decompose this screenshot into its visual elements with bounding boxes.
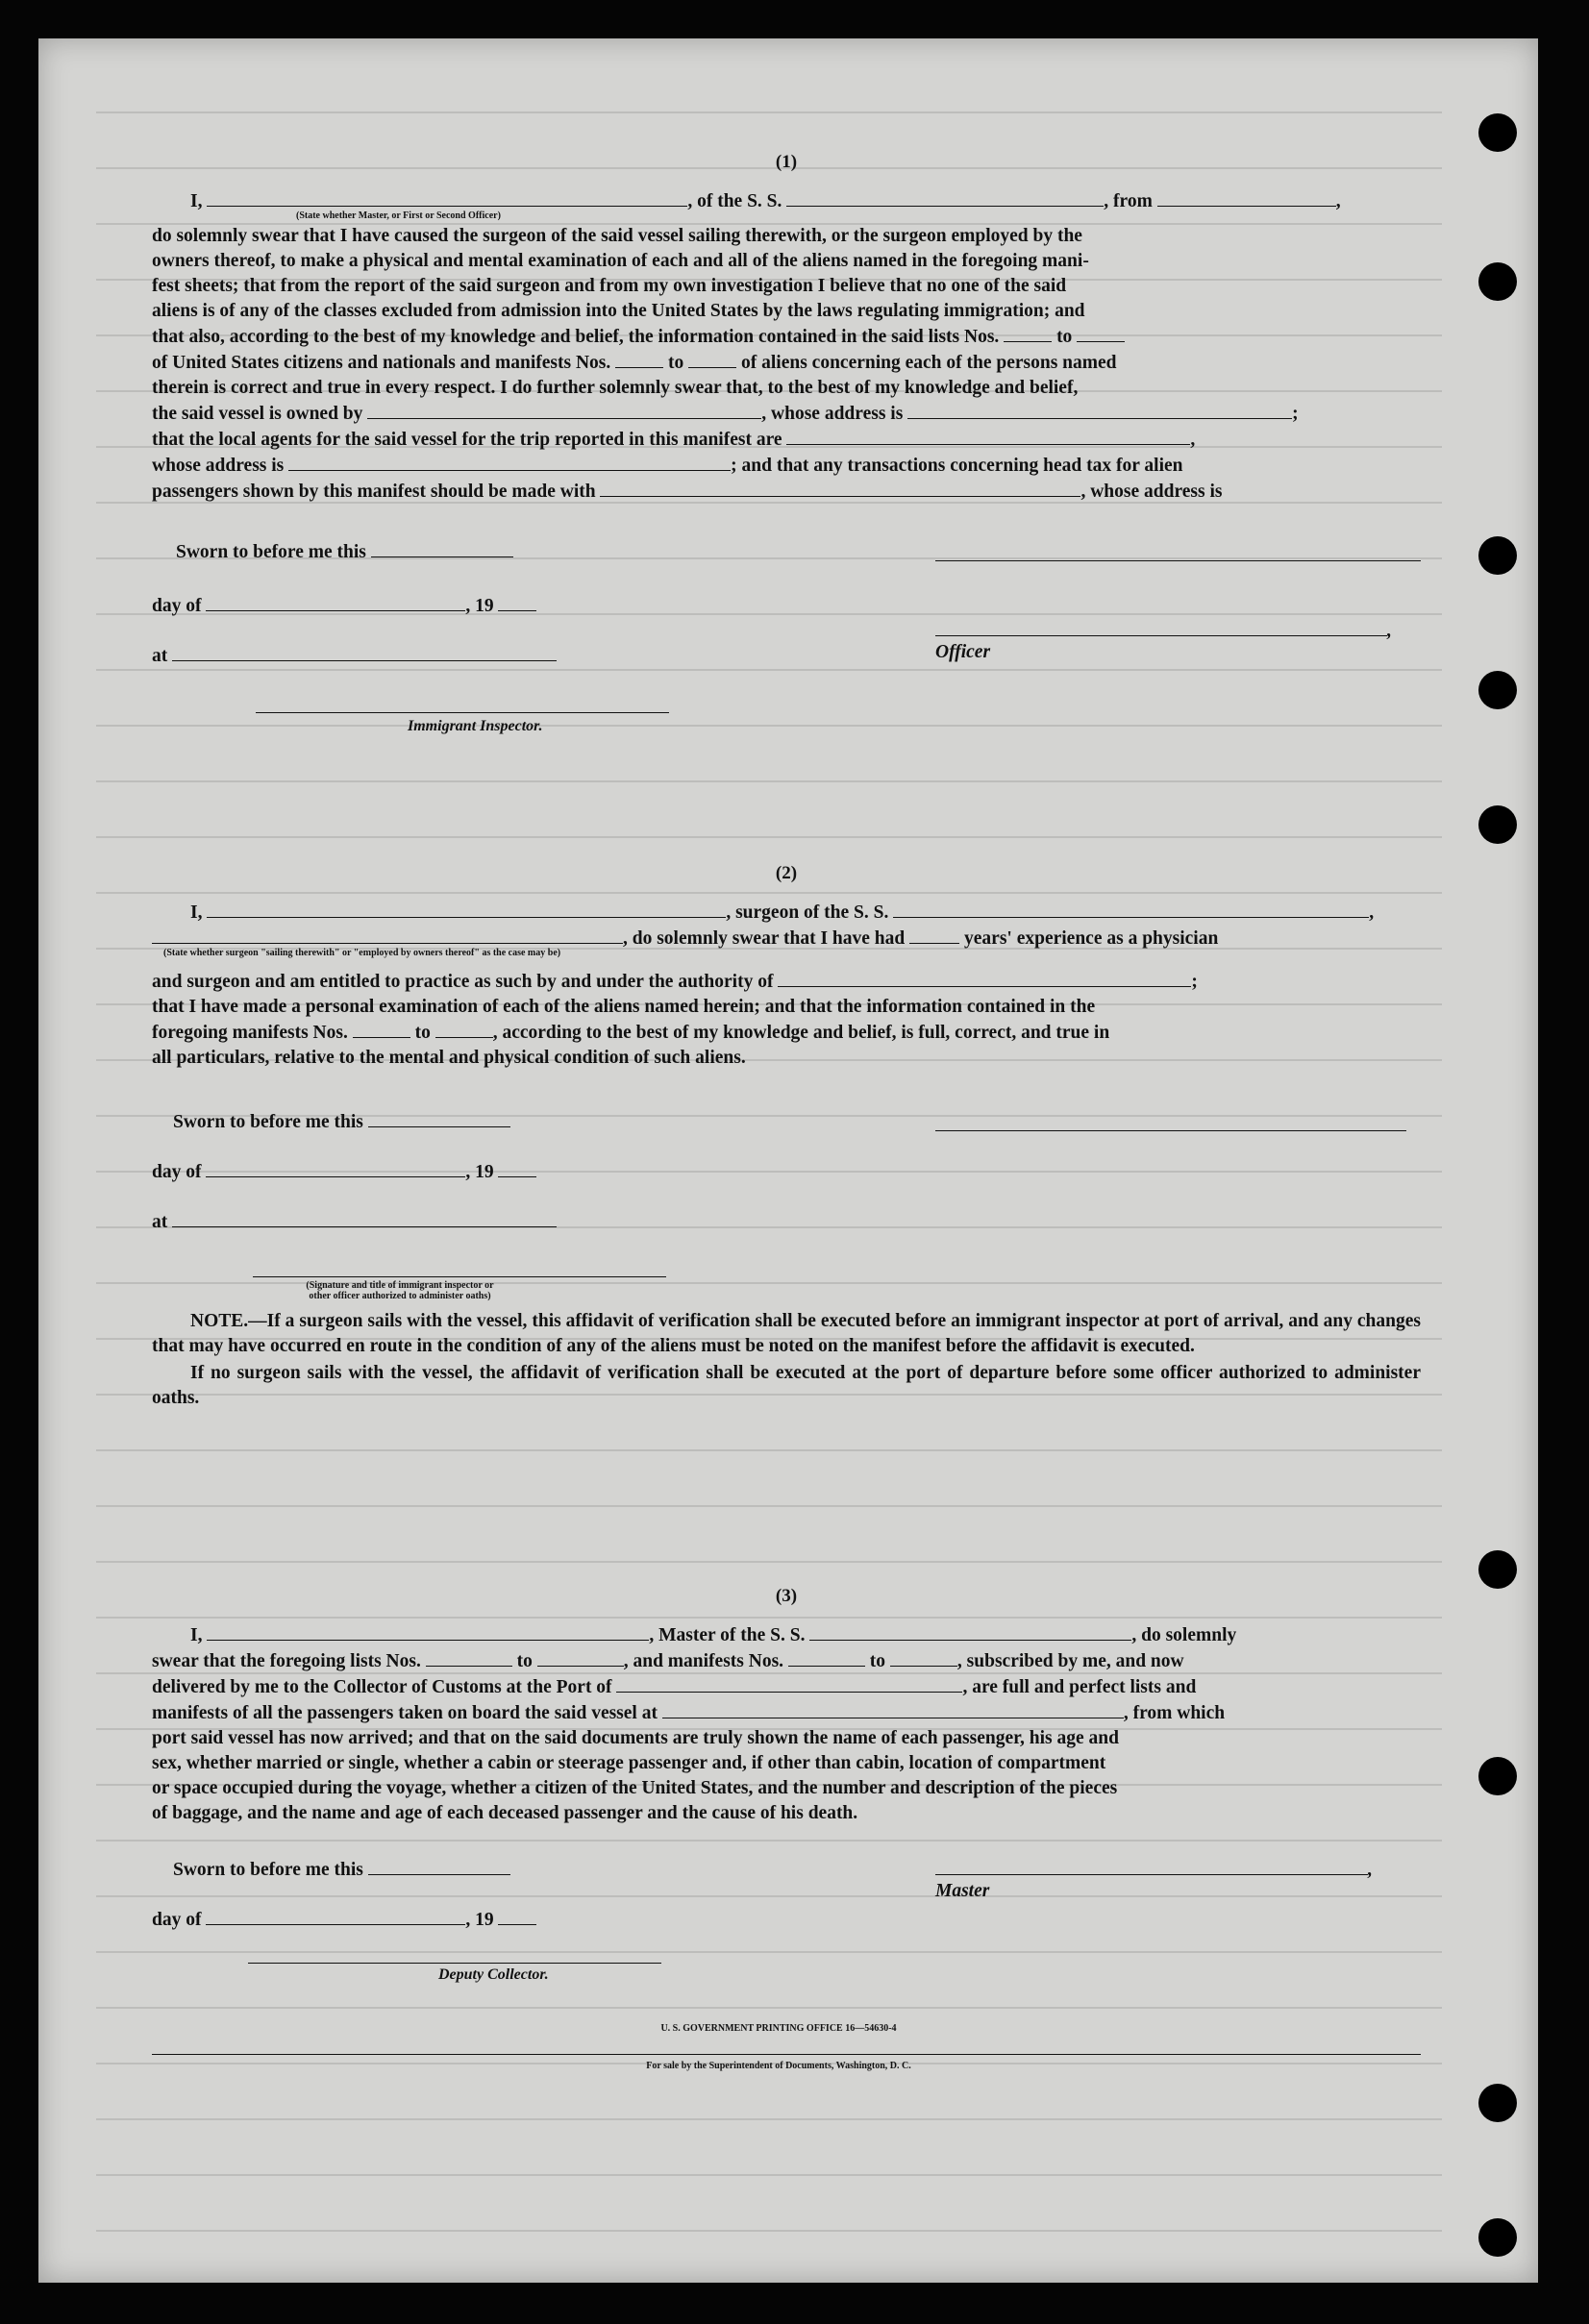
head-tax-contact-field[interactable] <box>600 479 1080 497</box>
officer-signature-field[interactable] <box>935 618 1387 636</box>
punch-hole <box>1478 262 1517 301</box>
section-number: (3) <box>775 1586 798 1606</box>
s3-manifests-from-field[interactable] <box>788 1648 865 1667</box>
authority-field[interactable] <box>778 969 1191 987</box>
at-place-field[interactable] <box>172 643 557 661</box>
manifests-to-field[interactable] <box>688 350 736 368</box>
owner-field[interactable] <box>367 401 761 419</box>
lists-to-field[interactable] <box>1077 324 1125 342</box>
section-number: (2) <box>775 863 798 883</box>
s3-year-field[interactable] <box>498 1907 536 1925</box>
section-1: (1) I, , of the S. S. , from , (State whether Master, or First or Second Officer) do solemnly swear that I have caused the surgeon of the said vessel sailing therewith, or the surgeon employed by the owners thereof, to make a physical and mental examination of each and all of the aliens named in the foregoing mani- fest sheets; that from the report of the said surgeon and from my own investigation I believe that no one of the said aliens is of any of the classes excluded from admission into the United States by the laws regulating immigration; and that also, according to the best of my knowledge and belief, the information contained in the said lists Nos. to of United States citizens and nationals and manifests Nos. to of aliens concerning each of the persons named therein is correct and true in every respect. I do further solemnly swear that, to the best of my knowledge and belief, the said vessel is owned by , whose address is ; that the local agents for the said vessel for the trip reported in this manifest are , whose address is ; and that any transactions concerning head tax for alien passengers shown by this manifest should be made with , whose address is Sworn to before me this day of , 19 at Immigrant Inspector. , Officer <box>152 152 1421 760</box>
s3-lists-to-field[interactable] <box>537 1648 624 1667</box>
owner-address-field[interactable] <box>907 401 1292 419</box>
punch-hole <box>1478 671 1517 709</box>
day-of-field[interactable] <box>206 593 465 611</box>
local-agents-field[interactable] <box>786 427 1190 445</box>
punch-hole <box>1478 2084 1517 2122</box>
s3-manifests-to-field[interactable] <box>890 1648 957 1667</box>
master-signature-field[interactable] <box>935 1857 1368 1875</box>
note-paragraph: NOTE.—If a surgeon sails with the vessel, this affidavit of verification shall be executed before an immigrant inspector at port of arrival, and any changes that may have occurred en route in the condition of any of the aliens must be noted on the manifest before the affidavit is executed. <box>152 1311 1421 1356</box>
punch-hole <box>1478 2218 1517 2257</box>
punch-hole <box>1478 1757 1517 1795</box>
s3-lists-from-field[interactable] <box>426 1648 512 1667</box>
from-port-field[interactable] <box>1157 188 1336 207</box>
s2-sworn-date-field[interactable] <box>368 1109 510 1127</box>
vessel-name-field[interactable] <box>786 188 1104 207</box>
s2-year-field[interactable] <box>498 1159 536 1177</box>
master-name-field[interactable] <box>207 1622 649 1641</box>
punch-hole <box>1478 1550 1517 1589</box>
footer-rule <box>152 2054 1421 2055</box>
years-field[interactable] <box>909 926 959 944</box>
punch-hole <box>1478 805 1517 844</box>
boarding-port-field[interactable] <box>662 1700 1124 1718</box>
lists-from-field[interactable] <box>1004 324 1052 342</box>
agents-address-field[interactable] <box>288 453 731 471</box>
sworn-block-1: Sworn to before me this day of , 19 at Immigrant Inspector. , Officer <box>152 530 1421 760</box>
surgeon-vessel-field[interactable] <box>893 900 1369 918</box>
sworn-block-2: Sworn to before me this day of , 19 at (Signature and title of immigrant inspector or other officer authorized to administer oaths) <box>152 1100 1421 1307</box>
punch-hole <box>1478 536 1517 575</box>
sworn-block-3: Sworn to before me this , Master day of , 19 Deputy Collector. <box>152 1851 1421 1995</box>
section-number: (1) <box>775 152 798 172</box>
surgeon-status-field[interactable] <box>152 926 623 944</box>
manifest-page <box>38 38 1538 2283</box>
s2-day-of-field[interactable] <box>206 1159 465 1177</box>
s2-manifests-to-field[interactable] <box>435 1020 493 1038</box>
surgeon-name-field[interactable] <box>207 900 726 918</box>
sworn-date-field[interactable] <box>371 539 513 557</box>
section-3: (3) I, , Master of the S. S. , do solemnly swear that the foregoing lists Nos. to , and manifests Nos. to , subscribed by me, and now delivered by me to the Collector of Customs at the Port of , are full and perfect lists and manifests of all the passengers taken on board the said vessel at , from which port said vessel has now arrived; and that on the said documents are truly shown the name of each passenger, his age and sex, whether married or single, whether a cabin or steerage passenger and, if other than cabin, location of compartment or space occupied during the voyage, whether a citizen of the United States, and the number and description of the pieces of baggage, and the name and age of each deceased passenger and the cause of his death. Sworn to before me this , Master day of , 19 Deputy Collector. <box>152 1586 1421 1995</box>
note-paragraph: If no surgeon sails with the vessel, the affidavit of verification shall be executed at the port of departure before some officer authorized to administer oaths. <box>152 1363 1421 1408</box>
s2-manifests-from-field[interactable] <box>353 1020 410 1038</box>
sale-imprint: For sale by the Superintendent of Documents, Washington, D. C. <box>646 2061 911 2071</box>
s2-at-place-field[interactable] <box>172 1209 557 1227</box>
section-2: (2) I, , surgeon of the S. S. , , do solemnly swear that I have had years' experience as a physician (State whether surgeon "sailing therewith" or "employed by owners thereof" as the case may be) and surgeon and am entitled to practice as such by and under the authority of ; that I have made a personal examination of each of the aliens named herein; and that the information contained in the foregoing manifests Nos. to , according to the best of my knowledge and belief, is full, correct, and true in all particulars, relative to the mental and physical condition of such aliens. Sworn to before me this day of , 19 at (Signature and title of immigrant inspector or other officer authorized to administer oaths) NOTE.—If a surgeon sails with the vessel, this affidavit of verification shall be executed before an immigrant inspector at port of arrival, and any changes that may have occurred en route in the condition of any of the aliens must be noted on the manifest before the affidavit is executed. If no surgeon sails with the vessel, the affidavit of verification shall be executed at the port of departure before some officer authorized to administer oaths. <box>152 863 1421 1411</box>
s3-sworn-date-field[interactable] <box>368 1857 510 1875</box>
punch-hole <box>1478 113 1517 152</box>
year-field[interactable] <box>498 593 536 611</box>
port-field[interactable] <box>616 1674 962 1693</box>
gpo-imprint: U. S. GOVERNMENT PRINTING OFFICE 16—54630-4 <box>660 2023 897 2034</box>
s3-vessel-field[interactable] <box>809 1622 1131 1641</box>
officer-name-field[interactable] <box>207 188 687 207</box>
manifests-from-field[interactable] <box>615 350 663 368</box>
s3-day-of-field[interactable] <box>206 1907 465 1925</box>
